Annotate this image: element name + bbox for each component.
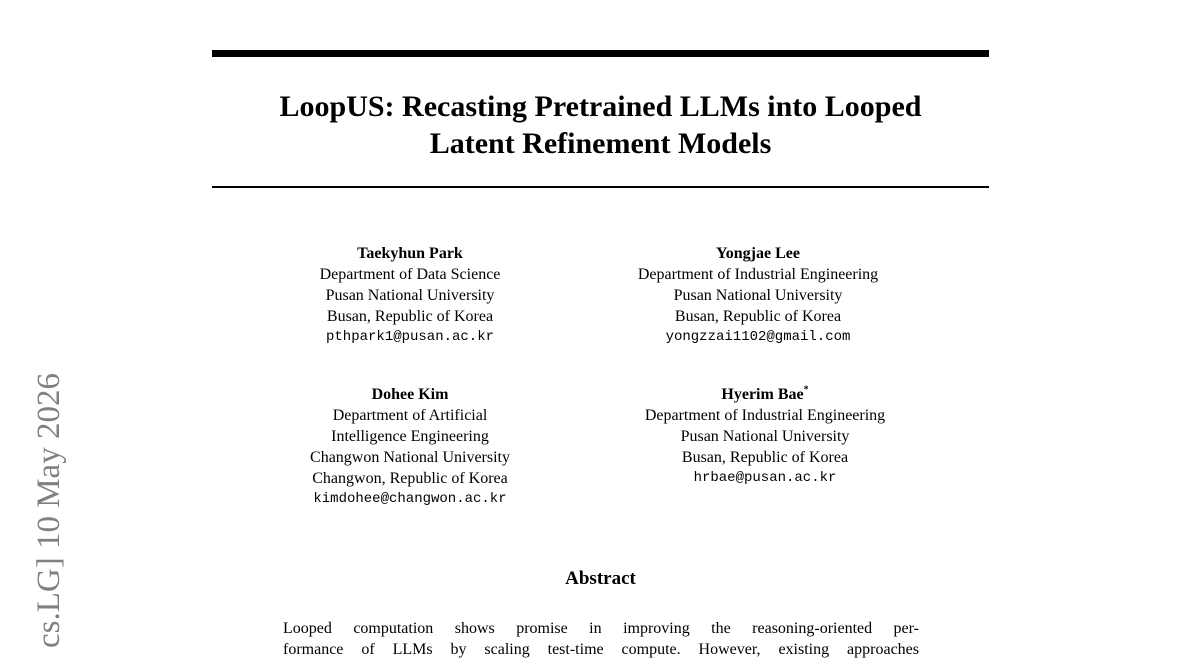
abstract-line: formance of LLMs by scaling test-time compute. However, existing approaches <box>283 641 919 658</box>
author-affiliation-line: Intelligence Engineering <box>331 428 489 445</box>
author-email[interactable]: pthpark1@pusan.ac.kr <box>325 329 495 345</box>
author-name: Hyerim Bae <box>721 386 804 403</box>
abstract-body <box>283 618 919 660</box>
author-affiliation-line: Changwon, Republic of Korea <box>312 470 508 487</box>
author-name: Dohee Kim <box>371 386 449 403</box>
author-email[interactable]: yongzzai1102@gmail.com <box>665 329 851 345</box>
author-block-bae <box>598 384 932 489</box>
author-email[interactable]: kimdohee@changwon.ac.kr <box>313 491 507 507</box>
author-affiliation-line: Department of Artificial <box>332 407 488 424</box>
abstract-heading: Abstract <box>565 568 636 589</box>
author-affiliation-line: Pusan National University <box>325 287 495 304</box>
author-affiliation-line: Pusan National University <box>673 287 843 304</box>
paper-title <box>212 88 989 162</box>
author-affiliation-line: Department of Industrial Engineering <box>637 266 879 283</box>
author-name: Yongjae Lee <box>716 245 800 262</box>
author-affiliation-line: Changwon National University <box>310 449 510 466</box>
abstract-line: Looped computation shows promise in improving the reasoning-oriented per- <box>283 620 919 637</box>
author-affiliation-line: Pusan National University <box>680 428 850 445</box>
author-email[interactable]: hrbae@pusan.ac.kr <box>693 470 837 486</box>
author-name: Taekyhun Park <box>357 245 463 262</box>
corresponding-author-mark: * <box>803 384 809 396</box>
title-line-2: Latent Refinement Models <box>429 127 772 160</box>
title-line-1: LoopUS: Recasting Pretrained LLMs into Looped <box>279 90 922 123</box>
author-affiliation-line: Department of Industrial Engineering <box>644 407 886 424</box>
author-affiliation-line: Busan, Republic of Korea <box>681 449 849 466</box>
title-bottom-rule <box>212 186 989 188</box>
author-block-lee <box>598 243 918 348</box>
author-affiliation-line: Busan, Republic of Korea <box>674 308 842 325</box>
author-name-with-mark <box>598 384 932 405</box>
author-block-park <box>260 243 560 348</box>
author-affiliation-line: Department of Data Science <box>319 266 501 283</box>
author-block-kim <box>260 384 560 510</box>
arxiv-side-stamp: cs.LG] 10 May 2026 <box>31 373 67 648</box>
title-top-rule <box>212 50 989 57</box>
author-affiliation-line: Busan, Republic of Korea <box>326 308 494 325</box>
